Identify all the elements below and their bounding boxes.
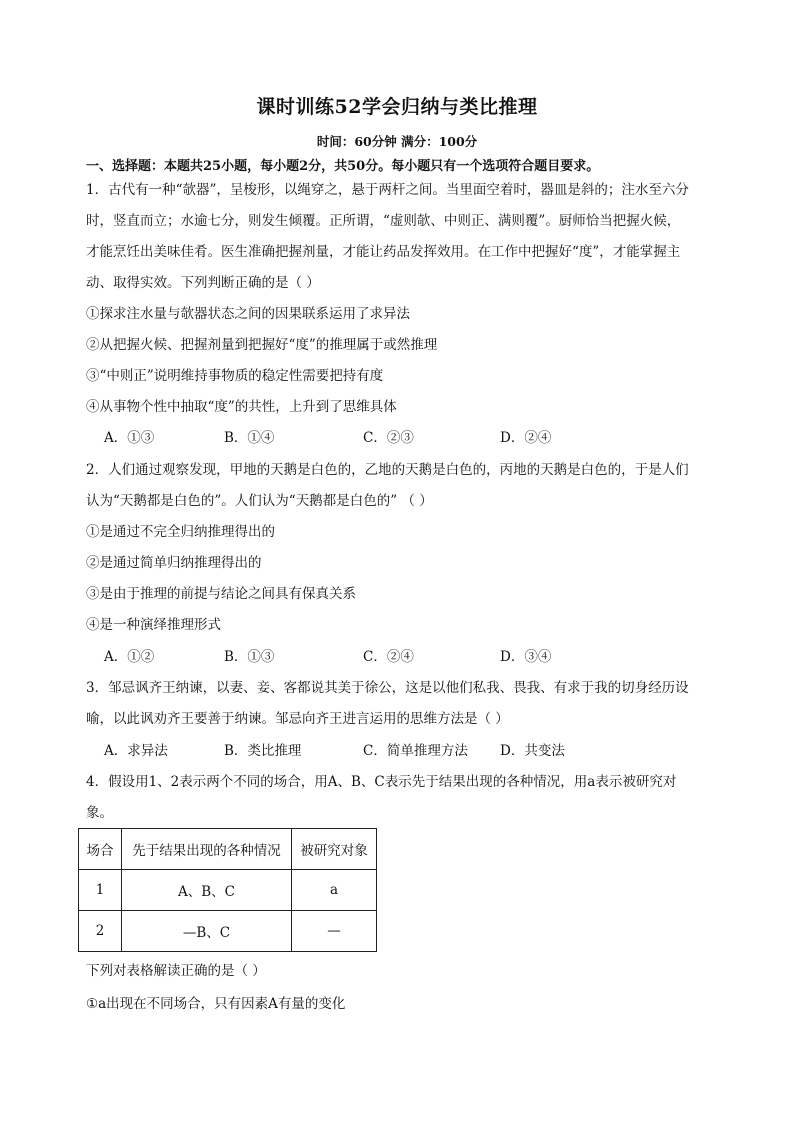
q3-option-b[interactable]: B．类比推理 bbox=[224, 743, 302, 759]
q2-statement-3: ③是由于推理的前提与结论之间具有保真关系 bbox=[86, 586, 356, 602]
table-cell: — bbox=[292, 911, 377, 952]
q4-statement-1: ①a出现在不同场合，只有因素A有量的变化 bbox=[86, 996, 346, 1012]
table-cell: —B、C bbox=[122, 911, 292, 952]
table-cell: A、B、C bbox=[122, 870, 292, 911]
q1-option-b[interactable]: B．①④ bbox=[224, 430, 275, 446]
q3-option-a[interactable]: A．求异法 bbox=[104, 743, 168, 759]
q2-option-c[interactable]: C．②④ bbox=[363, 649, 414, 665]
table-header-row bbox=[79, 829, 377, 870]
q2-option-d[interactable]: D．③④ bbox=[500, 649, 552, 665]
q4-line-2: 象。 bbox=[86, 805, 113, 821]
q4-table bbox=[78, 828, 377, 952]
table-cell: 1 bbox=[79, 870, 122, 911]
q1-statement-2: ②从把握火候、把握剂量到把握好“度”的推理属于或然推理 bbox=[86, 337, 438, 353]
q3-option-c[interactable]: C．简单推理方法 bbox=[363, 743, 468, 759]
table-header-cell: 被研究对象 bbox=[292, 829, 377, 870]
q2-option-b[interactable]: B．①③ bbox=[224, 649, 275, 665]
q3-line-1: 3．邹忌讽齐王纳谏，以妻、妾、客都说其美于徐公，这是以他们私我、畏我、有求于我的切身经历设 bbox=[86, 680, 689, 696]
q1-option-d[interactable]: D．②④ bbox=[500, 430, 552, 446]
q2-statement-4: ④是一种演绎推理形式 bbox=[86, 617, 221, 633]
table-cell: 2 bbox=[79, 911, 122, 952]
q4-prompt: 下列对表格解读正确的是（ ） bbox=[86, 963, 266, 979]
table-header-cell: 先于结果出现的各种情况 bbox=[122, 829, 292, 870]
table-row bbox=[79, 911, 377, 952]
q3-line-2: 喻，以此讽劝齐王要善于纳谏。邹忌向齐王进言运用的思维方法是（ ） bbox=[86, 711, 509, 727]
q2-statement-2: ②是通过简单归纳推理得出的 bbox=[86, 555, 262, 571]
table-cell: a bbox=[292, 870, 377, 911]
table-row bbox=[79, 870, 377, 911]
q1-statement-3: ③“中则正”说明维持事物质的稳定性需要把持有度 bbox=[86, 368, 384, 384]
q1-statement-1: ①探求注水量与欹器状态之间的因果联系运用了求异法 bbox=[86, 306, 410, 322]
q1-option-a[interactable]: A．①③ bbox=[104, 430, 155, 446]
q1-line-2: 时，竖直而立；水逾七分，则发生倾覆。正所谓，“虚则欹、中则正、满则覆”。厨师恰当把握火候， bbox=[86, 213, 681, 229]
q1-statement-4: ④从事物个性中抽取“度”的共性，上升到了思维具体 bbox=[86, 399, 397, 415]
section-heading: 一、选择题：本题共25小题，每小题2分，共50分。每小题只有一个选项符合题目要求。 bbox=[86, 159, 600, 174]
q1-option-c[interactable]: C．②③ bbox=[363, 430, 414, 446]
time-score-info: 时间：60分钟 满分：100分 bbox=[316, 134, 478, 149]
q2-line-2: 认为“天鹅都是白色的”。人们认为“天鹅都是白色的” （ ） bbox=[86, 493, 433, 509]
q1-line-4: 动、取得实效。下列判断正确的是（ ） bbox=[86, 275, 320, 291]
q1-line-1: 1．古代有一种“欹器”，呈梭形，以绳穿之，悬于两杆之间。当里面空着时，器皿是斜的；注水至六分 bbox=[86, 182, 689, 198]
q3-option-d[interactable]: D．共变法 bbox=[500, 743, 565, 759]
q2-option-a[interactable]: A．①② bbox=[104, 649, 155, 665]
page-title: 课时训练52学会归纳与类比推理 bbox=[256, 96, 538, 118]
table-header-cell: 场合 bbox=[79, 829, 122, 870]
q2-line-1: 2．人们通过观察发现，甲地的天鹅是白色的，乙地的天鹅是白色的，丙地的天鹅是白色的，于是人们 bbox=[86, 462, 689, 478]
q1-line-3: 才能烹饪出美味佳肴。医生准确把握剂量，才能让药品发挥效用。在工作中把握好“度”，才能掌握主 bbox=[86, 244, 681, 260]
q4-line-1: 4．假设用1、2表示两个不同的场合，用A、B、C表示先于结果出现的各种情况，用a表示被研究对 bbox=[86, 774, 677, 790]
q2-statement-1: ①是通过不完全归纳推理得出的 bbox=[86, 524, 275, 540]
